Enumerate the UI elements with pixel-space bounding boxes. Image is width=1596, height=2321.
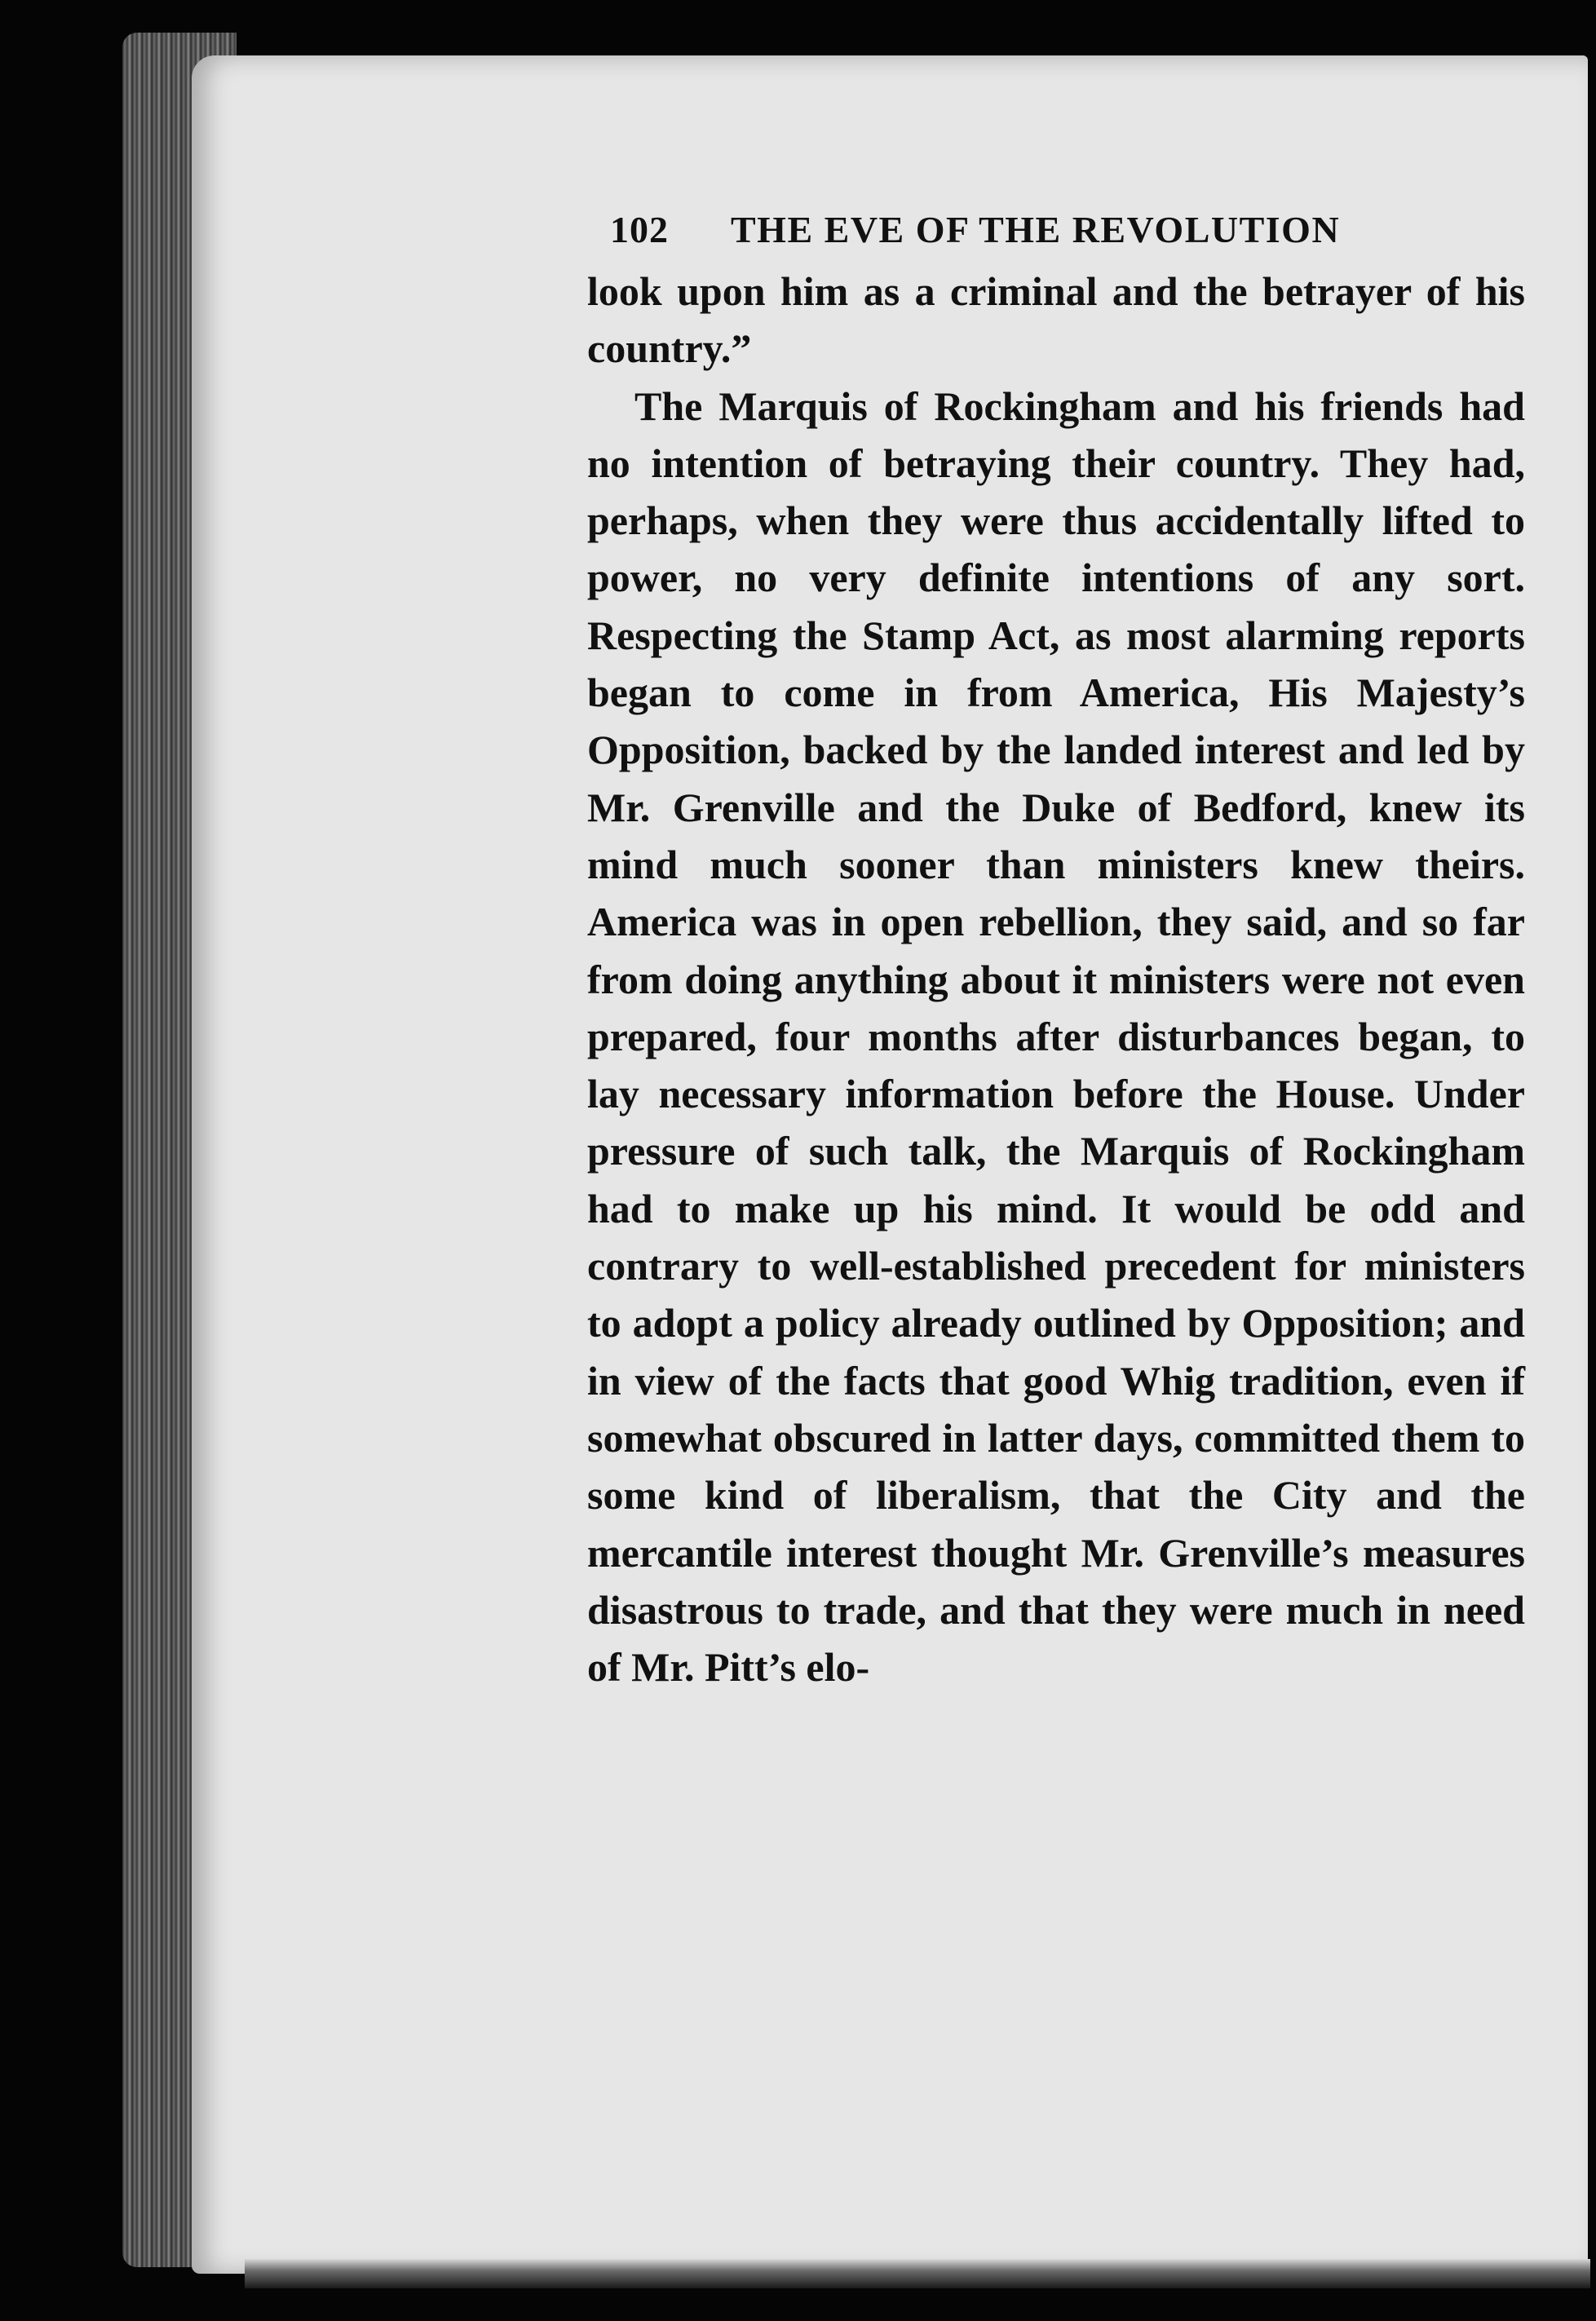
running-head [587, 208, 1525, 251]
paragraph-continuation: look upon him as a criminal and the betrayer of his country.” [587, 268, 1525, 372]
paragraph: The Marquis of Rockingham and his friends had no intention of betraying their country. They had, perhaps, when they were thus accidentally lifted to power, no very definite intentions of any sort. Respecting the Stamp Act, as most alarming reports began to come in from America, His Majesty’s Opposition, backed by the landed interest and led by Mr. Grenville and the Duke of Bedford, knew its mind much sooner than ministers knew theirs. America was in open rebellion, they said, and so far from doing anything about it ministers were not even prepared, four months after disturbances began, to lay necessary information before the House. Under pressure of such talk, the Marquis of Rockingham had to make up his mind. It would be odd and contrary to well-established precedent for ministers to adopt a policy already outlined by Opposition; and in view of the facts that good Whig tradition, even if somewhat obscured in latter days, committed them to some kind of liberalism, that the City and the mercantile interest thought Mr. Grenville’s measures disastrous to trade, and that they were much in need of Mr. Pitt’s elo- [587, 382, 1525, 1691]
book-title: THE EVE OF THE REVOLUTION [731, 209, 1341, 250]
body-text [587, 263, 1525, 1695]
page-number: 102 [610, 209, 669, 250]
page-content [587, 208, 1525, 1695]
page-bottom-edge [245, 2259, 1590, 2288]
